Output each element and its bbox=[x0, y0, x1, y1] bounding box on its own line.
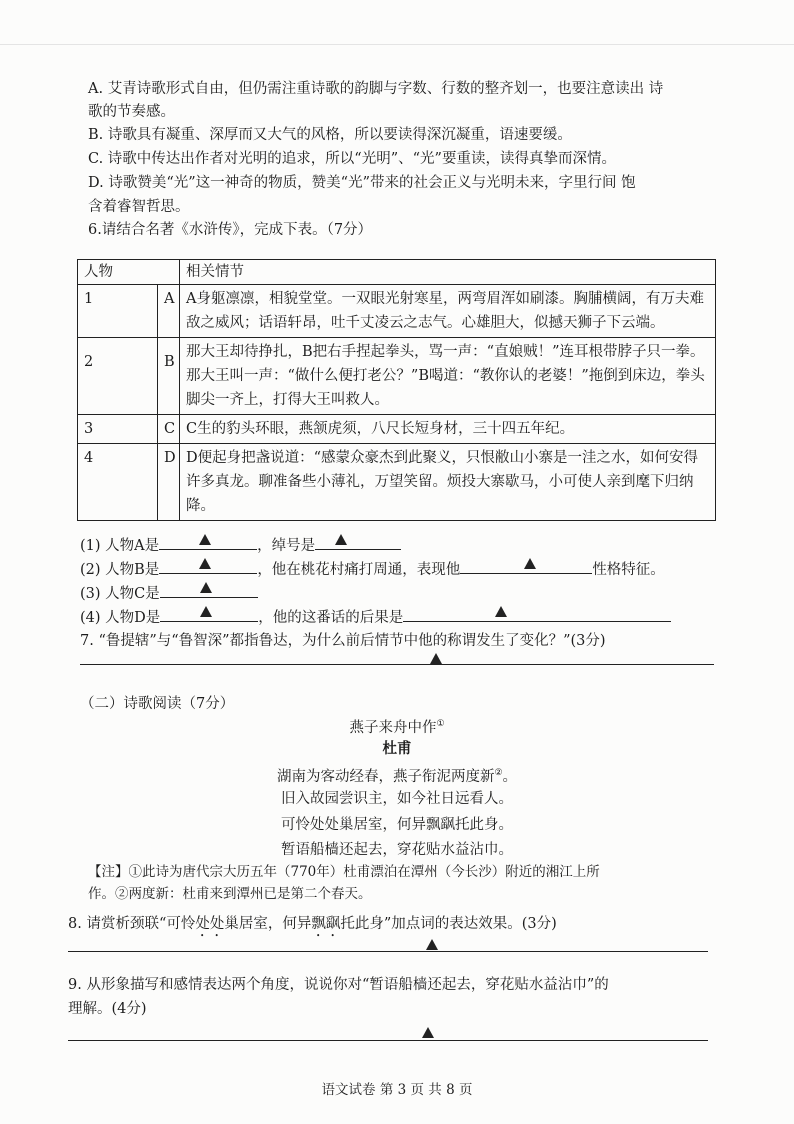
poem-note-line2: 作。②两度新：杜甫来到潭州已是第二个春天。 bbox=[88, 886, 372, 902]
triangle-marker-icon bbox=[199, 534, 211, 545]
answer-blank[interactable] bbox=[159, 559, 257, 574]
row-number: 3 bbox=[78, 415, 158, 444]
row-plot-text: C生的豹头环眼，燕颔虎须，八尺长短身材，三十四五年纪。 bbox=[180, 415, 716, 444]
row-plot-text: 那大王却待挣扎，B把右手捏起拳头，骂一声：“直娘贼！”连耳根带脖子只一拳。那大王叫一声：“做什么便打老公？”B喝道：“教你认的老婆！”拖倒到床边，拳头脚尖一齐上，打得大王叫救人。 bbox=[180, 338, 716, 415]
q9-prompt-line1: 9. 从形象描写和感情表达两个角度，说说你对“暂语船樯还起去，穿花贴水益沾巾”的 bbox=[68, 977, 609, 993]
page-top-edge bbox=[0, 44, 794, 45]
q6-sub1-mid: ，绰号是 bbox=[257, 538, 316, 554]
poem-line: 旧入故园尝识主，如今社日远看人。 bbox=[281, 791, 513, 807]
q8-prompt bbox=[68, 914, 557, 940]
poem-line1-footnote: ② bbox=[494, 768, 503, 778]
triangle-marker-icon bbox=[199, 558, 211, 569]
q6-sub1-prefix: (1) 人物A是 bbox=[80, 538, 160, 554]
triangle-marker-icon bbox=[200, 582, 212, 593]
table-row bbox=[78, 338, 716, 415]
poem-line: 可怜处处巢居室，何异飘飖托此身。 bbox=[281, 817, 513, 833]
option-d-line1: D. 诗歌赞美“光”这一神奇的物质，赞美“光”带来的社会正义与光明未来，字里行间 饱 bbox=[88, 175, 636, 191]
answer-blank[interactable] bbox=[160, 607, 258, 622]
header-character: 人物 bbox=[78, 260, 180, 285]
row-plot-text: D便起身把盏说道：“感蒙众豪杰到此聚义，只恨敝山小寨是一洼之水，如何安得许多真龙。聊准备些小薄礼，万望笑留。烦投大寨歇马，小可使人亲到麾下归纳降。 bbox=[180, 444, 716, 521]
q9-answer-line[interactable] bbox=[68, 1040, 708, 1041]
q9-prompt-line2: 理解。(4分) bbox=[68, 1001, 147, 1017]
row-number: 4 bbox=[78, 444, 158, 521]
q6-sub2-mid: ，他在桃花村痛打周通，表现他 bbox=[257, 562, 461, 578]
table-row bbox=[78, 444, 716, 521]
option-c: C. 诗歌中传达出作者对光明的追求，所以“光明”、“光”要重读，读得真挚而深情。 bbox=[88, 151, 616, 167]
q6-sub2-end: 性格特征。 bbox=[592, 562, 665, 578]
answer-blank[interactable] bbox=[403, 607, 671, 622]
q8-prefix: 8. 请赏析颈联“可怜 bbox=[68, 916, 196, 932]
header-plot: 相关情节 bbox=[180, 260, 716, 285]
poem-line1-text: 湖南为客动经春，燕子衔泥两度新 bbox=[276, 768, 495, 785]
row-letter: C bbox=[158, 415, 180, 444]
q6-sub4-mid: ，他的这番话的后果是 bbox=[258, 610, 404, 626]
row-letter: B bbox=[158, 338, 180, 415]
answer-blank[interactable] bbox=[160, 583, 258, 598]
answer-blank[interactable] bbox=[315, 535, 401, 550]
poem-title-footnote: ① bbox=[436, 719, 445, 729]
row-letter: D bbox=[158, 444, 180, 521]
page-footer: 语文试卷 第 3 页 共 8 页 bbox=[321, 1082, 473, 1098]
q6-sub2-prefix: (2) 人物B是 bbox=[80, 562, 160, 578]
table-header-row bbox=[78, 260, 716, 285]
q8-dotted-word: 处处 bbox=[195, 916, 225, 932]
row-number: 1 bbox=[78, 285, 158, 338]
q8-mid: 巢居室，何异 bbox=[224, 916, 312, 932]
table-row bbox=[78, 415, 716, 444]
option-d-line2: 含着睿智哲思。 bbox=[88, 199, 190, 215]
poem-line: 暂语船樯还起去，穿花贴水益沾巾。 bbox=[281, 842, 513, 858]
poem-line1-end: 。 bbox=[502, 768, 518, 785]
q7-prompt: 7. “鲁提辖”与“鲁智深”都指鲁达，为什么前后情节中他的称谓发生了变化？”(3分) bbox=[80, 633, 606, 649]
q6-sub2 bbox=[80, 559, 665, 580]
q8-answer-line[interactable] bbox=[68, 951, 708, 952]
row-letter: A bbox=[158, 285, 180, 338]
q6-sub4-prefix: (4) 人物D是 bbox=[80, 610, 161, 626]
answer-blank[interactable] bbox=[460, 559, 592, 574]
triangle-marker-icon bbox=[426, 939, 438, 950]
option-a-line1: A. 艾青诗歌形式自由，但仍需注重诗歌的韵脚与字数、行数的整齐划一，也要注意读出 诗 bbox=[88, 81, 664, 97]
q7-answer-line[interactable] bbox=[80, 664, 714, 665]
poem-title bbox=[0, 714, 794, 738]
q6-sub3-prefix: (3) 人物C是 bbox=[80, 586, 160, 602]
row-number: 2 bbox=[78, 338, 158, 415]
poem-line bbox=[0, 763, 794, 787]
characters-table bbox=[77, 259, 716, 521]
section-title: （二）诗歌阅读（7分） bbox=[80, 696, 235, 712]
q6-sub3 bbox=[80, 583, 258, 604]
option-b: B. 诗歌具有凝重、深厚而又大气的风格，所以要读得深沉凝重，语速要缓。 bbox=[88, 127, 572, 143]
option-a-line2: 歌的节奏感。 bbox=[88, 104, 175, 120]
q8-dotted-word: 飘飖 bbox=[311, 916, 341, 932]
row-plot-text: A身躯凛凛，相貌堂堂。一双眼光射寒星，两弯眉浑如刷漆。胸脯横阔，有万夫难敌之威风；话语轩昂，吐千丈凌云之志气。心雄胆大，似撼天狮子下云端。 bbox=[180, 285, 716, 338]
q6-prompt: 6.请结合名著《水浒传》，完成下表。（7分） bbox=[88, 222, 373, 238]
table-row bbox=[78, 285, 716, 338]
answer-blank[interactable] bbox=[159, 535, 257, 550]
q6-sub1 bbox=[80, 535, 401, 556]
triangle-marker-icon bbox=[430, 653, 442, 664]
triangle-marker-icon bbox=[495, 606, 507, 617]
triangle-marker-icon bbox=[335, 534, 347, 545]
triangle-marker-icon bbox=[422, 1027, 434, 1038]
poem-note-line1: 【注】①此诗为唐代宗大历五年（770年）杜甫漂泊在潭州（今长沙）附近的湘江上所 bbox=[88, 864, 600, 880]
poem-title-text: 燕子来舟中作 bbox=[349, 719, 437, 736]
q6-sub4 bbox=[80, 607, 671, 628]
q8-suffix: 托此身”加点词的表达效果。(3分) bbox=[340, 916, 557, 932]
triangle-marker-icon bbox=[200, 606, 212, 617]
poem-author: 杜甫 bbox=[382, 740, 412, 757]
triangle-marker-icon bbox=[524, 558, 536, 569]
